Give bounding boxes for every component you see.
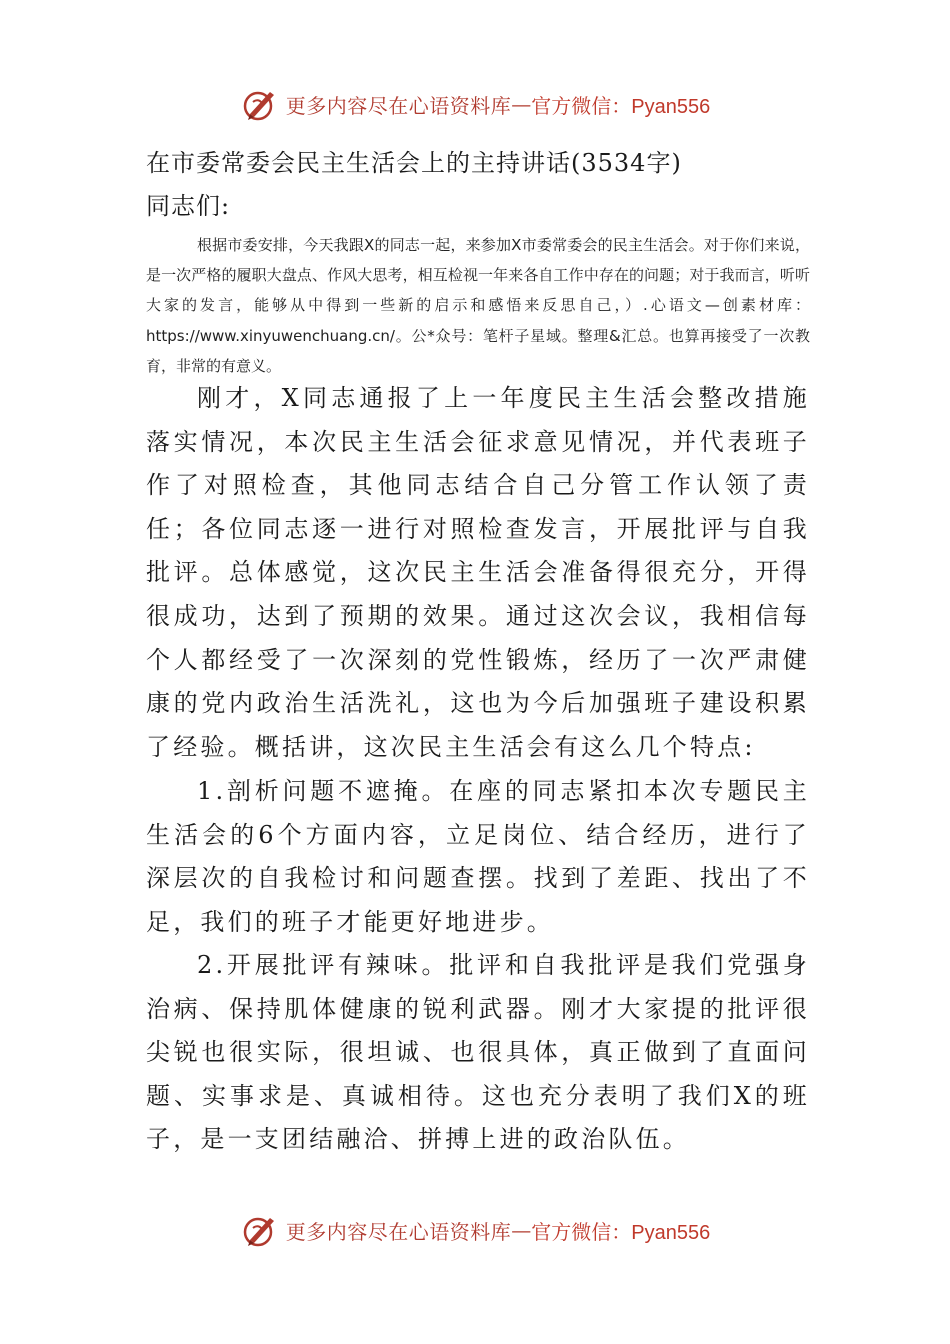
banner-separator: — <box>511 1218 532 1242</box>
pen-seal-logo-icon <box>240 84 280 124</box>
body-paragraph-point-1: 1.剖析问题不遮掩。在座的同志紧扣本次专题民主生活会的6个方面内容，立足岗位、结合经历，进行了深层次的自我检讨和问题查摆。找到了差距、找出了不足，我们的班子才能更好地进步。 <box>146 777 810 936</box>
header-banner <box>0 82 950 126</box>
body-paragraph-point-2: 2.开展批评有辣味。批评和自我批评是我们党强身治病、保持肌体健康的锐利武器。刚才大家提的批评很尖锐也很实际，很坦诚、也很具体，真正做到了直面问题、实事求是、真诚相待。这也充分表明了我们X的班子，是一支团结融洽、拼搏上进的政治队伍。 <box>146 951 810 1154</box>
banner-wechat: 官方微信：Pyan556 <box>531 1221 711 1244</box>
banner-text: 更多内容尽在心语资料库 <box>285 1219 512 1244</box>
footer-banner <box>0 1208 950 1252</box>
body-paragraph-summary: 刚才，X同志通报了上一年度民主生活会整改措施落实情况，本次民主生活会征求意见情况，并代表班子作了对照检查，其他同志结合自己分管工作认领了责任；各位同志逐一进行对照检查发言，开展批评与自我批评。总体感觉，这次民主生活会准备得很充分，开得很成功，达到了预期的效果。通过这次会议，我相信每个人都经受了一次深刻的党性锻炼，经历了一次严肃健康的党内政治生活洗礼，这也为今后加强班子建设积累了经验。概括讲，这次民主生活会有这么几个特点: <box>146 384 810 761</box>
banner-text: 更多内容尽在心语资料库 <box>285 93 512 118</box>
banner-separator: — <box>511 92 532 116</box>
pen-seal-logo-icon <box>240 1210 280 1250</box>
banner-wechat: 官方微信：Pyan556 <box>531 95 711 118</box>
salutation: 同志们: <box>146 192 231 220</box>
intro-paragraph: 根据市委安排，今天我跟X的同志一起，来参加X市委常委会的民主生活会。对于你们来说，是一次严格的履职大盘点、作风大思考，相互检视一年来各自工作中存在的问题；对于我而言，听听大家的发言，能够从中得到一些新的启示和感悟来反思自己，）.心语文—创素材库：https://www.xinyuwenchuang.cn/。公*众号：笔杆子星域。整理&汇总。也算再接受了一次教育，非常的有意义。 <box>146 236 810 375</box>
document-title: 在市委常委会民主生活会上的主持讲话(3534字) <box>146 149 682 177</box>
